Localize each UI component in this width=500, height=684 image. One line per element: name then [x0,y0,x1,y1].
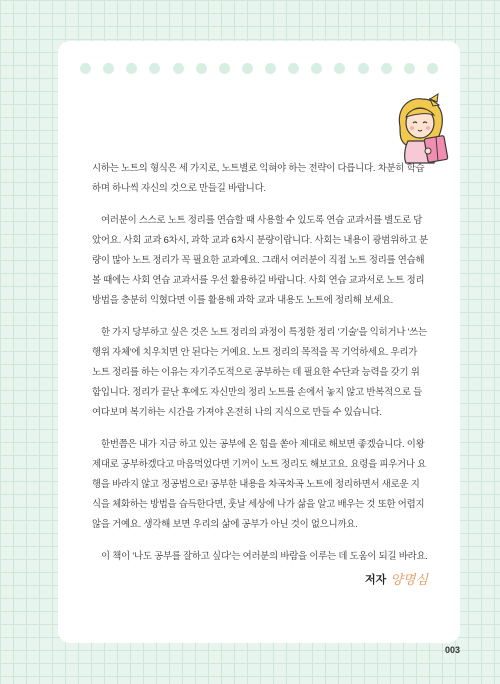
signature-label: 저자 [365,573,387,586]
signature-name: 양명심 [390,573,428,588]
paragraph: 시하는 노트의 형식은 세 가지로, 노트별로 익혀야 하는 전략이 다릅니다. 차분히 학습하며 하나씩 자신의 것으로 만들길 바랍니다. [92,162,425,193]
closing-sentence: 이 책이 '나도 공부를 잘하고 싶다'는 여러분의 바람을 이루는 데 도움이 되길 바라요. [101,550,428,561]
binder-hole [311,63,322,74]
binder-hole [242,63,253,74]
binder-hole [219,63,230,74]
binder-hole [173,63,184,74]
binder-hole [126,63,137,74]
preface-body [92,158,428,566]
paragraph: 한번쯤은 내가 지금 하고 있는 공부에 온 힘을 쏟아 제대로 해보면 좋겠습니다. 이왕 제대로 공부하겠다고 마음먹었다면 기꺼이 노트 정리도 해보고요. 요령을 피우거나 요행을 바라지 않고 정공법으로! 공부한 내용을 차곡차곡 노트에 정리하면서 새로운 지식을 체화하는 방법을 습득한다면, 훗날 세상에 나가 삶을 알고 배우는 것 또한 어렵지 않을 거예요. 생각해 보면 우리의 삶에 공부가 아닌 것이 없으니까요. [92,438,427,529]
binder-hole [404,63,415,74]
binder-hole [80,63,91,74]
binder-hole [265,63,276,74]
paragraph: 한 가지 당부하고 싶은 것은 노트 정리의 과정이 특정한 정리 '기술'을 익히거나 '쓰는 행위 자체'에 치우치면 안 된다는 거예요. 노트 정리의 목적을 꼭 기억하세요. 우리가 노트 정리를 하는 이유는 자기주도적으로 공부하는 데 필요한 수단과 능력을 갖기 위함입니다. 정리가 끝난 후에도 자신만의 정리 노트를 손에서 놓지 않고 반복적으로 들여다보며 복기하는 시간을 가져야 온전히 나의 지식으로 만들 수 있습니다. [92,326,427,417]
author-signature [365,569,428,588]
binder-hole [103,63,114,74]
binder-hole [149,63,160,74]
binder-hole [288,63,299,74]
girl-reading-book-icon [390,93,452,165]
page-number: 003 [444,645,460,655]
paragraph: 여러분이 스스로 노트 정리를 연습할 때 사용할 수 있도록 연습 교과서를 별도로 담았어요. 사회 교과 6차시, 과학 교과 6차시 분량이랍니다. 사회는 내용이 광범위하고 분량이 많아 노트 정리가 꼭 필요한 교과예요. 그래서 여러분이 직접 노트 정리를 연습해 볼 때에는 사회 연습 교과서를 우선 활용하길 바랍니다. 사회 연습 교과서로 노트 정리 방법을 충분히 익혔다면 이를 활용해 과학 교과 내용도 노트에 정리해 보세요. [92,214,428,305]
binder-hole [427,63,438,74]
binder-hole [334,63,345,74]
binder-hole [196,63,207,74]
binder-hole [358,63,369,74]
notebook-page [58,41,460,643]
binder-hole [381,63,392,74]
binder-holes [80,63,438,74]
